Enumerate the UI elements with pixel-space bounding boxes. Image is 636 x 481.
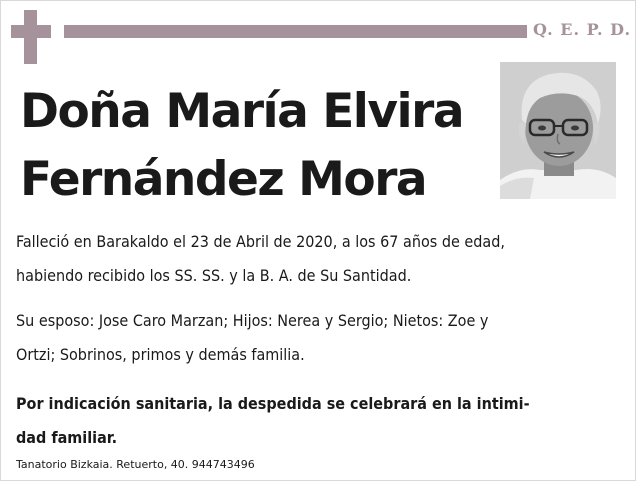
farewell-notice	[16, 387, 621, 455]
portrait-image	[500, 62, 616, 199]
death-line-2: habiendo recibido los SS. SS. y la B. A. de Su Santidad.	[16, 266, 412, 285]
header-divider	[64, 25, 527, 38]
death-line-1: Falleció en Barakaldo el 23 de Abril de 2020, a los 67 años de edad,	[16, 232, 505, 251]
qepd-heading: Q. E. P. D.	[533, 20, 632, 39]
funeral-home-info: Tanatorio Bizkaia. Retuerto, 40. 944743496	[16, 458, 255, 471]
cross-horizontal-bar	[11, 25, 51, 38]
family-line-1: Su esposo: Jose Caro Marzan; Hijos: Nerea y Sergio; Nietos: Zoe y	[16, 311, 489, 330]
family-line-2: Ortzi; Sobrinos, primos y demás familia.	[16, 345, 305, 364]
notice-line-2: dad familiar.	[16, 428, 118, 447]
family-list	[16, 304, 621, 372]
portrait-photo	[500, 62, 616, 199]
deceased-name-line2: Fernández Mora	[20, 152, 427, 207]
notice-line-1: Por indicación sanitaria, la despedida se celebrará en la intimi-	[16, 394, 530, 413]
deceased-name-line1: Doña María Elvira	[20, 84, 464, 139]
death-announcement	[16, 225, 621, 293]
